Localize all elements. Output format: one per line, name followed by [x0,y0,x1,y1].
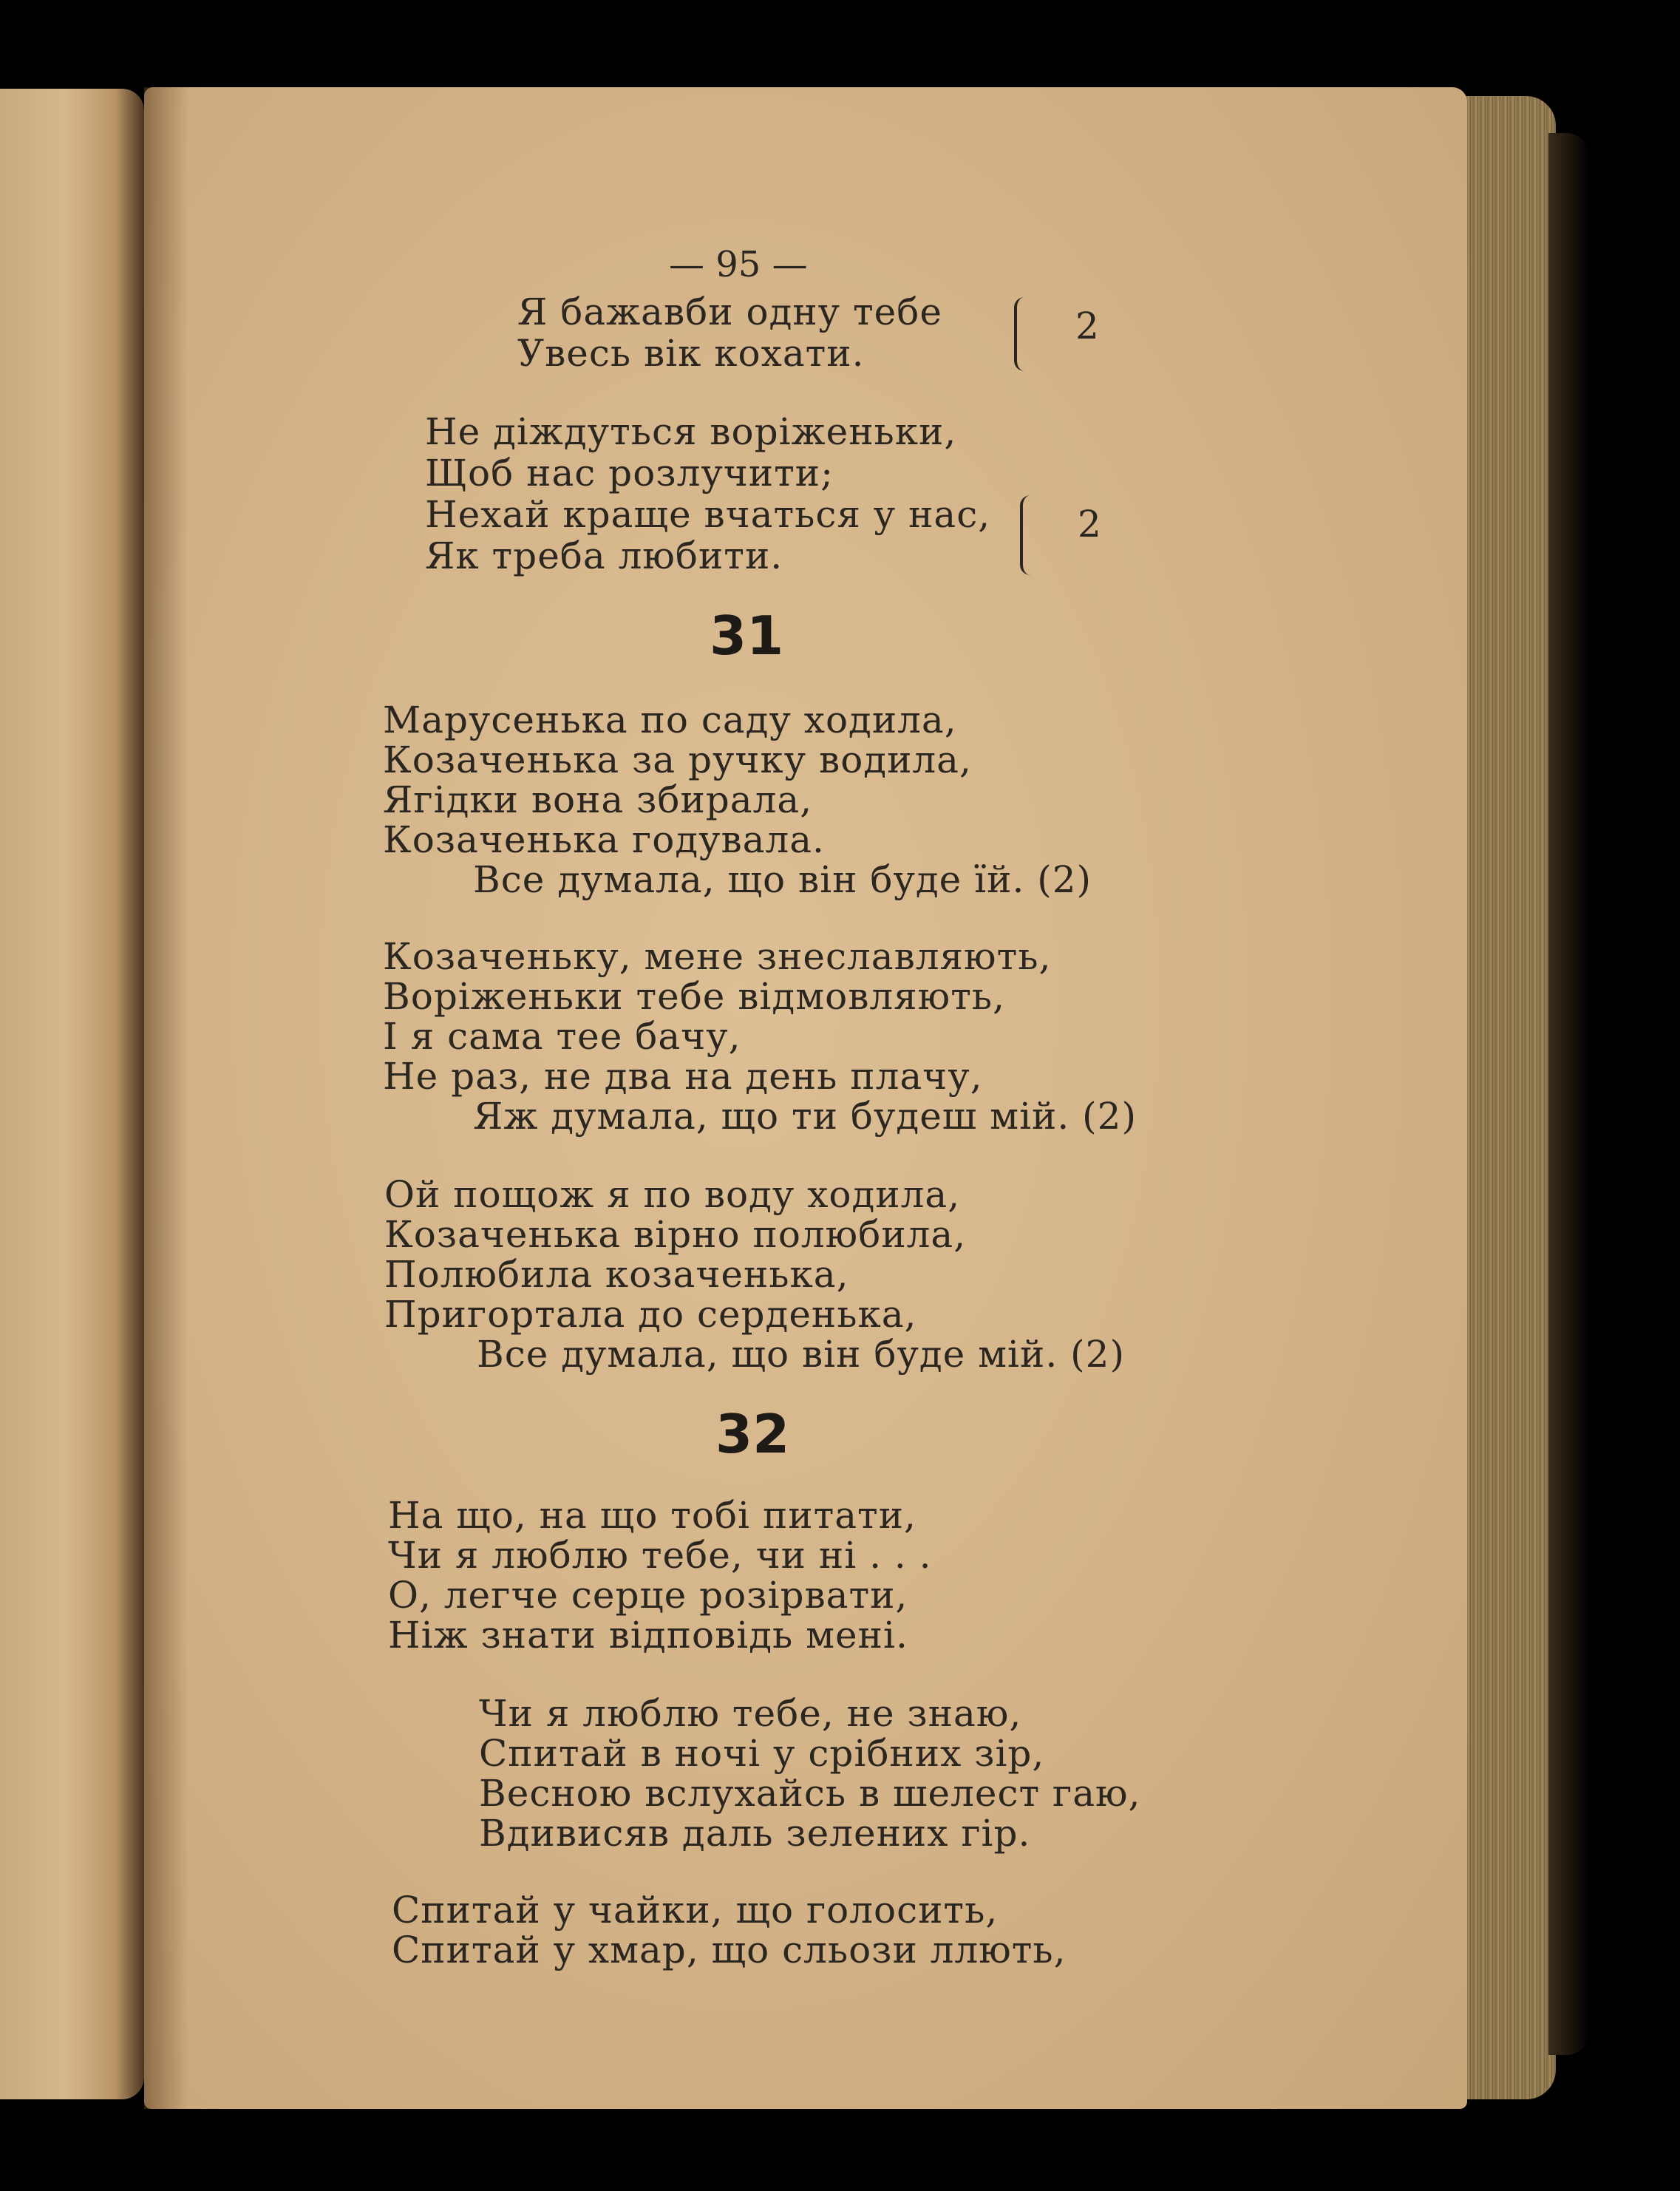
repeat-brace [1014,297,1027,371]
verse-line: Ягідки вона збирала, [383,778,813,821]
refrain-line: Чи я люблю тебе, не знаю, [479,1692,1022,1735]
refrain-line: Спитай в ночі у срібних зір, [479,1732,1045,1775]
verse-line: На що, на що тобі питати, [388,1494,916,1537]
verse-line: Козаченька за ручку водила, [383,738,972,781]
repeat-brace [1020,495,1033,575]
facing-page [0,89,144,2099]
verse-line: Щоб нас розлучити; [425,452,834,495]
song-number: 32 [715,1403,790,1465]
refrain-line: Все думала, що він буде їй. (2) [473,858,1092,901]
verse-line: Козаченька годувала. [383,818,825,861]
page-gutter-shadow [144,87,188,2109]
verse-line: Козаченьку, мене знеславляють, [383,935,1052,978]
verse-line: Не діждуться воріженьки, [425,410,957,453]
refrain-line: Яж думала, що ти будеш мій. (2) [473,1095,1137,1138]
verse-line: Воріженьки тебе відмовляють, [383,975,1005,1018]
verse-line: Нехай краще вчаться у нас, [425,493,991,536]
repeat-count: 2 [1078,503,1101,546]
verse-line: Увесь вік кохати. [517,332,865,375]
verse-line: Ой пощож я по воду ходила, [384,1173,961,1216]
verse-line: Полюбила козаченька, [384,1253,849,1296]
verse-line: Спитай у чайки, що голосить, [392,1889,999,1932]
verse-line: Як треба любити. [425,534,783,577]
verse-line: Не раз, не два на день плачу, [383,1055,983,1098]
verse-line: Чи я люблю тебе, чи ні . . . [388,1534,932,1577]
book-spine-shadow [1548,133,1589,2055]
refrain-line: Весною вслухайсь в шелест гаю, [479,1772,1141,1815]
verse-line: О, легче серце розірвати, [388,1574,908,1617]
repeat-count: 2 [1075,305,1099,347]
verse-line: І я сама тее бачу, [383,1015,741,1058]
verse-line: Ніж знати відповідь мені. [388,1614,908,1657]
page-edges [1456,96,1556,2099]
verse-line: Я бажавби одну тебе [517,291,942,333]
song-number: 31 [710,605,784,667]
refrain-line: Вдивисяв даль зелених гір. [479,1812,1031,1855]
verse-line: Спитай у хмар, що сльози ллють, [392,1929,1067,1971]
verse-line: Козаченька вірно полюбила, [384,1213,967,1256]
refrain-line: Все думала, що він буде мій. (2) [477,1333,1125,1376]
verse-line: Марусенька по саду ходила, [383,699,957,741]
page-number: — 95 — [669,244,808,285]
verse-line: Пригортала до серденька, [384,1293,917,1336]
